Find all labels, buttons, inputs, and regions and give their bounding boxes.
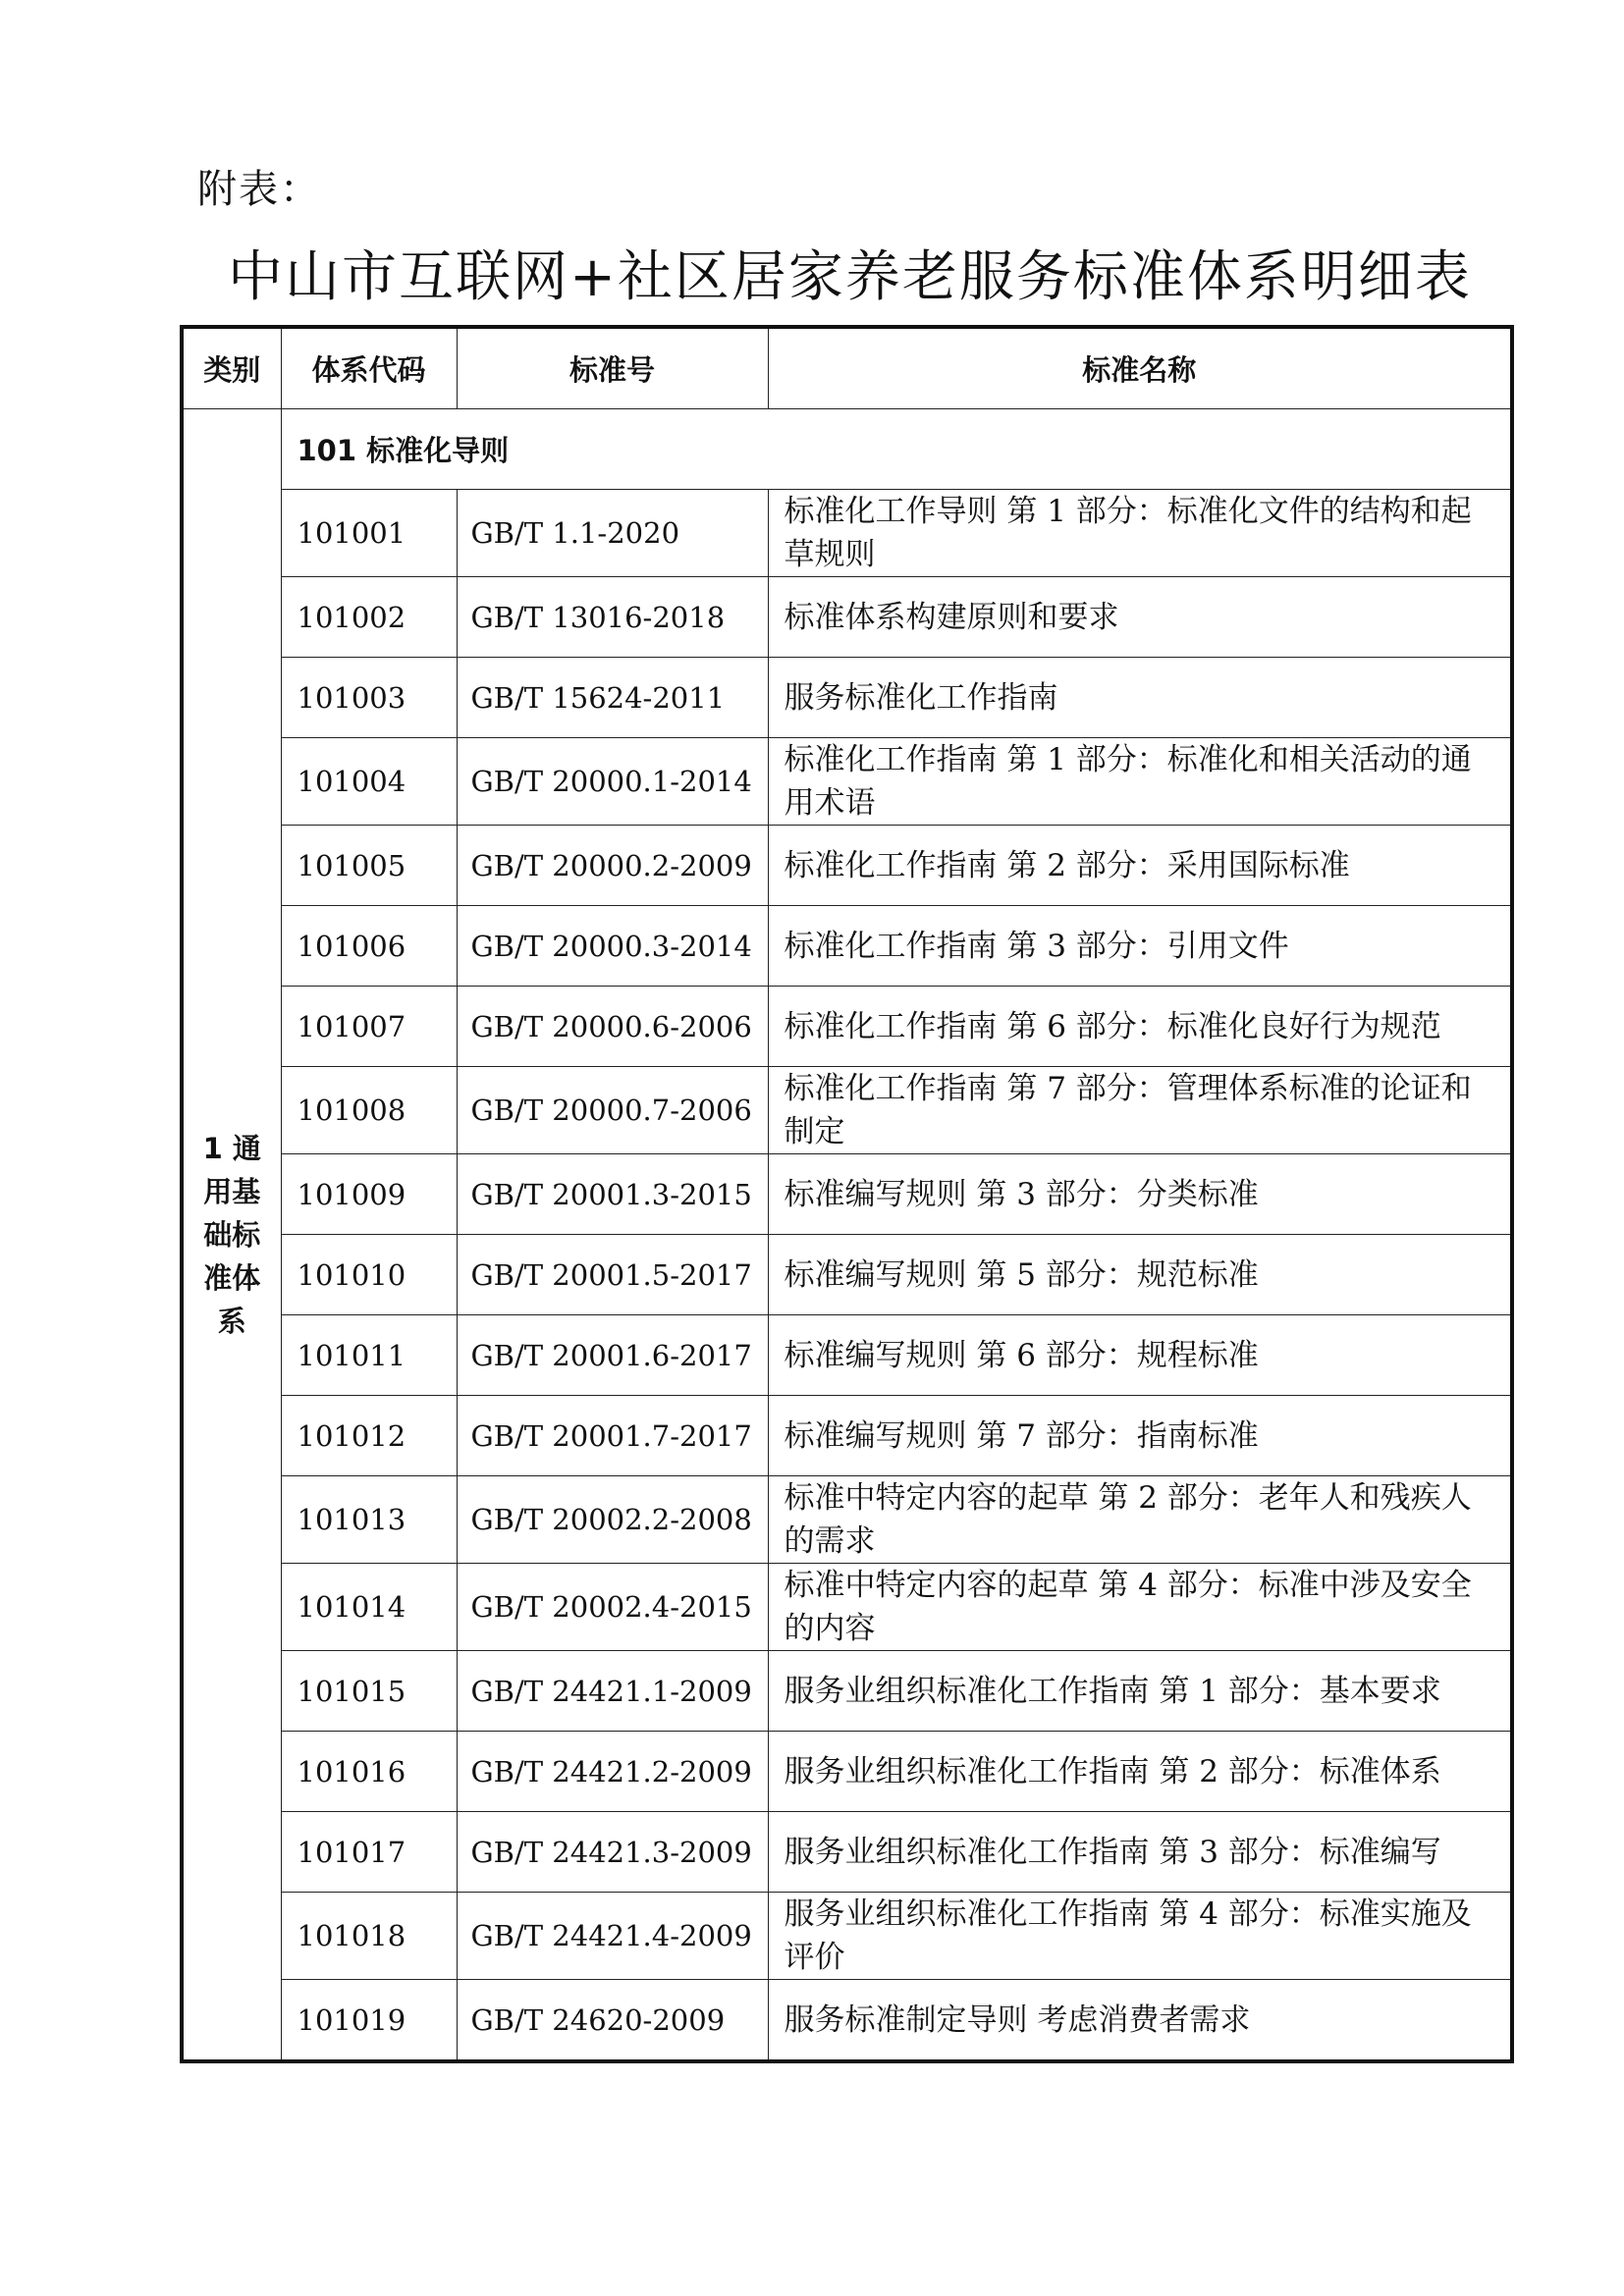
header-standard-no: 标准号 [457,327,768,409]
table-header-row [182,327,1512,409]
section-row [182,409,1512,490]
standard-name-cell: 服务标准化工作指南 [768,658,1512,738]
system-code-cell: 101014 [281,1564,457,1651]
system-code-cell: 101010 [281,1235,457,1315]
table-row [182,1067,1512,1154]
standard-no-cell: GB/T 20000.2-2009 [457,826,768,906]
section-heading: 101 标准化导则 [281,409,1512,490]
system-code-cell: 101007 [281,987,457,1067]
standard-no-cell: GB/T 1.1-2020 [457,490,768,577]
standard-no-cell: GB/T 20000.1-2014 [457,738,768,826]
standard-no-cell: GB/T 13016-2018 [457,577,768,658]
standard-name-cell: 服务业组织标准化工作指南 第 3 部分：标准编写 [768,1812,1512,1893]
standard-no-cell: GB/T 24421.4-2009 [457,1893,768,1980]
system-code-cell: 101017 [281,1812,457,1893]
table-row [182,1812,1512,1893]
standard-no-cell: GB/T 24620-2009 [457,1980,768,2062]
system-code-cell: 101008 [281,1067,457,1154]
table-row [182,1980,1512,2062]
standard-name-cell: 标准中特定内容的起草 第 2 部分：老年人和残疾人的需求 [768,1476,1512,1564]
standard-no-cell: GB/T 24421.2-2009 [457,1732,768,1812]
system-code-cell: 101011 [281,1315,457,1396]
system-code-cell: 101002 [281,577,457,658]
table-row [182,1154,1512,1235]
document-title: 中山市互联网+社区居家养老服务标准体系明细表 [228,245,1472,309]
standard-name-cell: 标准化工作指南 第 6 部分：标准化良好行为规范 [768,987,1512,1067]
standard-no-cell: GB/T 20000.6-2006 [457,987,768,1067]
standard-name-cell: 标准编写规则 第 6 部分：规程标准 [768,1315,1512,1396]
table-row [182,987,1512,1067]
table-row [182,577,1512,658]
standard-name-cell: 服务业组织标准化工作指南 第 4 部分：标准实施及评价 [768,1893,1512,1980]
standard-name-cell: 服务业组织标准化工作指南 第 2 部分：标准体系 [768,1732,1512,1812]
table-row [182,1893,1512,1980]
system-code-cell: 101016 [281,1732,457,1812]
system-code-cell: 101005 [281,826,457,906]
system-code-cell: 101015 [281,1651,457,1732]
standards-table [180,325,1514,2063]
table-row [182,1732,1512,1812]
standard-no-cell: GB/T 20001.3-2015 [457,1154,768,1235]
standard-name-cell: 标准化工作指南 第 3 部分：引用文件 [768,906,1512,987]
table-row [182,1476,1512,1564]
standard-name-cell: 标准化工作导则 第 1 部分：标准化文件的结构和起草规则 [768,490,1512,577]
standard-no-cell: GB/T 20001.5-2017 [457,1235,768,1315]
standard-name-cell: 标准编写规则 第 7 部分：指南标准 [768,1396,1512,1476]
standard-name-cell: 标准化工作指南 第 7 部分：管理体系标准的论证和制定 [768,1067,1512,1154]
standard-no-cell: GB/T 24421.3-2009 [457,1812,768,1893]
standard-no-cell: GB/T 20002.4-2015 [457,1564,768,1651]
table-row [182,490,1512,577]
category-cell: 1 通用基础标准体系 [182,409,281,2062]
system-code-cell: 101001 [281,490,457,577]
system-code-cell: 101013 [281,1476,457,1564]
standard-no-cell: GB/T 24421.1-2009 [457,1651,768,1732]
table-row [182,1315,1512,1396]
system-code-cell: 101012 [281,1396,457,1476]
table-row [182,1396,1512,1476]
standard-name-cell: 标准体系构建原则和要求 [768,577,1512,658]
system-code-cell: 101019 [281,1980,457,2062]
table-row [182,906,1512,987]
standard-no-cell: GB/T 20001.7-2017 [457,1396,768,1476]
standard-name-cell: 标准编写规则 第 3 部分：分类标准 [768,1154,1512,1235]
standard-name-cell: 标准化工作指南 第 2 部分：采用国际标准 [768,826,1512,906]
table-row [182,1235,1512,1315]
system-code-cell: 101004 [281,738,457,826]
standard-name-cell: 标准中特定内容的起草 第 4 部分：标准中涉及安全的内容 [768,1564,1512,1651]
standard-name-cell: 标准化工作指南 第 1 部分：标准化和相关活动的通用术语 [768,738,1512,826]
table-row [182,738,1512,826]
header-standard-name: 标准名称 [768,327,1512,409]
header-category: 类别 [182,327,281,409]
table-row [182,1651,1512,1732]
system-code-cell: 101003 [281,658,457,738]
system-code-cell: 101006 [281,906,457,987]
standard-no-cell: GB/T 15624-2011 [457,658,768,738]
standard-name-cell: 服务业组织标准化工作指南 第 1 部分：基本要求 [768,1651,1512,1732]
table-row [182,658,1512,738]
system-code-cell: 101018 [281,1893,457,1980]
standard-no-cell: GB/T 20000.7-2006 [457,1067,768,1154]
standard-no-cell: GB/T 20001.6-2017 [457,1315,768,1396]
standard-no-cell: GB/T 20002.2-2008 [457,1476,768,1564]
system-code-cell: 101009 [281,1154,457,1235]
table-row [182,826,1512,906]
header-system-code: 体系代码 [281,327,457,409]
standard-no-cell: GB/T 20000.3-2014 [457,906,768,987]
standards-table-container [180,325,1514,2063]
table-row [182,1564,1512,1651]
standard-name-cell: 标准编写规则 第 5 部分：规范标准 [768,1235,1512,1315]
standard-name-cell: 服务标准制定导则 考虑消费者需求 [768,1980,1512,2062]
table-body [182,409,1512,2062]
annex-label: 附表： [197,167,321,212]
